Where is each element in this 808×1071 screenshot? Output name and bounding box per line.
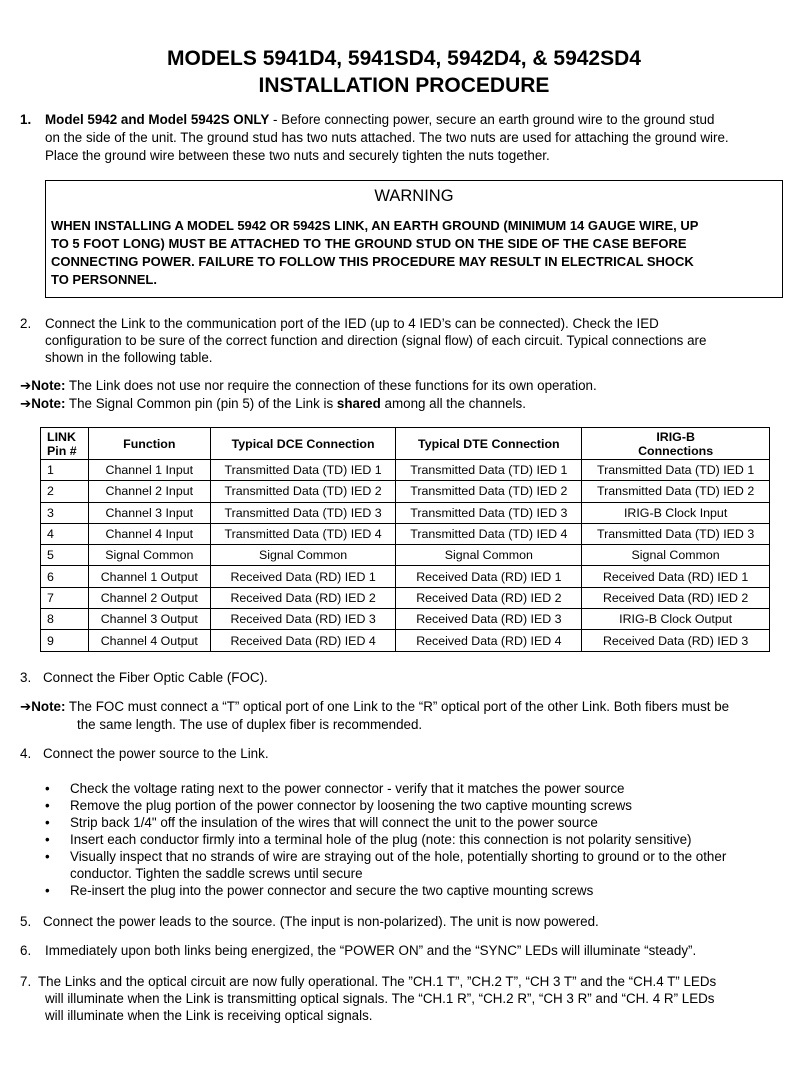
step5-text: Connect the power leads to the source. (The input is non-polarized). The unit is now powered. <box>43 914 599 929</box>
header-irig-line2: Connections <box>638 443 714 458</box>
table-cell: 7 <box>41 587 89 608</box>
step7-number: 7. <box>20 974 32 989</box>
table-cell: Channel 4 Input <box>88 523 210 544</box>
pin-connection-table <box>40 427 770 652</box>
list-item-text: Check the voltage rating next to the power connector - verify that it matches the power source <box>70 781 625 796</box>
arrow-right-icon: ➔ <box>20 699 32 714</box>
step3-note-b: the same length. The use of duplex fiber is recommended. <box>77 717 423 732</box>
table-cell: Transmitted Data (TD) IED 1 <box>582 460 770 481</box>
list-item <box>45 780 785 797</box>
list-item <box>45 814 785 831</box>
list-item-text: Remove the plug portion of the power connector by loosening the two captive mounting screws <box>70 798 632 813</box>
table-cell: Transmitted Data (TD) IED 1 <box>210 460 396 481</box>
arrow-right-icon: ➔ <box>20 378 32 393</box>
step5-number: 5. <box>20 914 32 929</box>
table-cell: Transmitted Data (TD) IED 3 <box>582 523 770 544</box>
table-cell: Channel 1 Input <box>88 460 210 481</box>
step1-line3: Place the ground wire between these two nuts and securely tighten the nuts together. <box>45 148 550 163</box>
table-cell: Received Data (RD) IED 2 <box>396 587 582 608</box>
table-cell: Transmitted Data (TD) IED 3 <box>396 502 582 523</box>
table-cell: Received Data (RD) IED 1 <box>582 566 770 587</box>
table-cell: Signal Common <box>210 545 396 566</box>
bullet-icon: • <box>45 798 50 813</box>
table-cell: Received Data (RD) IED 1 <box>396 566 582 587</box>
table-row <box>41 481 770 502</box>
step7-line1: The Links and the optical circuit are now fully operational. The ”CH.1 T”, ”CH.2 T”, “CH 3 T” and the “CH.4 T” LEDs <box>38 974 717 989</box>
list-item <box>45 848 785 882</box>
table-cell: Transmitted Data (TD) IED 2 <box>582 481 770 502</box>
table-cell: Received Data (RD) IED 4 <box>396 630 582 651</box>
table-cell: Channel 3 Input <box>88 502 210 523</box>
step3-note-a: The FOC must connect a “T” optical port of one Link to the “R” optical port of the other Link. Both fibers must be <box>65 699 730 714</box>
header-dte: Typical DTE Connection <box>396 428 582 460</box>
table-row <box>41 566 770 587</box>
table-cell: 4 <box>41 523 89 544</box>
step2-line3: shown in the following table. <box>45 350 213 365</box>
table-cell: Transmitted Data (TD) IED 4 <box>396 523 582 544</box>
table-cell: 2 <box>41 481 89 502</box>
table-cell: Received Data (RD) IED 4 <box>210 630 396 651</box>
table-cell: IRIG-B Clock Output <box>582 609 770 630</box>
page-title-line1: MODELS 5941D4, 5941SD4, 5942D4, & 5942SD4 <box>167 47 641 70</box>
table-cell: Received Data (RD) IED 2 <box>210 587 396 608</box>
table-cell: Transmitted Data (TD) IED 2 <box>210 481 396 502</box>
table-row <box>41 460 770 481</box>
bullet-icon: • <box>45 883 50 898</box>
list-item <box>45 831 785 848</box>
warning-line2: TO 5 FOOT LONG) MUST BE ATTACHED TO THE GROUND STUD ON THE SIDE OF THE CASE BEFORE <box>51 236 687 251</box>
table-cell: Transmitted Data (TD) IED 1 <box>396 460 582 481</box>
warning-line4: TO PERSONNEL. <box>51 272 157 287</box>
power-steps-list <box>45 780 785 899</box>
table-cell: Transmitted Data (TD) IED 3 <box>210 502 396 523</box>
step2-number: 2. <box>20 316 32 331</box>
table-cell: Signal Common <box>582 545 770 566</box>
step2-line1: Connect the Link to the communication port of the IED (up to 4 IED’s can be connected). Check the IED <box>45 316 659 331</box>
table-row <box>41 609 770 630</box>
table-cell: 3 <box>41 502 89 523</box>
table-cell: Channel 4 Output <box>88 630 210 651</box>
table-cell: Channel 1 Output <box>88 566 210 587</box>
step3-text: Connect the Fiber Optic Cable (FOC). <box>43 670 268 685</box>
table-row <box>41 630 770 651</box>
header-irig-line1: IRIG-B <box>656 429 695 444</box>
warning-line1: WHEN INSTALLING A MODEL 5942 OR 5942S LINK, AN EARTH GROUND (MINIMUM 14 GAUGE WIRE, UP <box>51 218 699 233</box>
table-cell: Channel 2 Output <box>88 587 210 608</box>
list-item-text: Strip back 1/4" off the insulation of the wires that will connect the unit to the power source <box>70 815 598 830</box>
table-cell: Channel 3 Output <box>88 609 210 630</box>
note2-text-a: The Signal Common pin (pin 5) of the Link is <box>65 396 337 411</box>
bullet-icon: • <box>45 781 50 796</box>
table-cell: 8 <box>41 609 89 630</box>
table-cell: Channel 2 Input <box>88 481 210 502</box>
table-row <box>41 502 770 523</box>
note-label: Note: <box>31 378 66 393</box>
table-cell: Received Data (RD) IED 3 <box>210 609 396 630</box>
table-row <box>41 523 770 544</box>
header-irig <box>582 428 770 460</box>
warning-line3: CONNECTING POWER. FAILURE TO FOLLOW THIS PROCEDURE MAY RESULT IN ELECTRICAL SHOCK <box>51 254 694 269</box>
bullet-icon: • <box>45 849 50 864</box>
table-cell: Received Data (RD) IED 1 <box>210 566 396 587</box>
arrow-right-icon: ➔ <box>20 396 32 411</box>
step6-number: 6. <box>20 943 32 958</box>
warning-text <box>51 217 779 289</box>
step4-text: Connect the power source to the Link. <box>43 746 269 761</box>
note1-text: The Link does not use nor require the connection of these functions for its own operation. <box>65 378 597 393</box>
warning-box <box>45 180 783 298</box>
step1-number: 1. <box>20 112 32 127</box>
table-cell: IRIG-B Clock Input <box>582 502 770 523</box>
bullet-icon: • <box>45 815 50 830</box>
table-cell: Received Data (RD) IED 2 <box>582 587 770 608</box>
note2-text-b: among all the channels. <box>380 396 526 411</box>
note-1 <box>20 377 790 395</box>
list-item-text: Insert each conductor firmly into a terminal hole of the plug (note: this connection is not polarity sensitive) <box>70 832 692 847</box>
list-item-text: Visually inspect that no strands of wire are straying out of the hole, potentially shorting to ground or to the other <box>70 849 727 864</box>
list-item-text-cont: conductor. Tighten the saddle screws until secure <box>70 866 363 881</box>
list-item-text: Re-insert the plug into the power connector and secure the two captive mounting screws <box>70 883 594 898</box>
bullet-icon: • <box>45 832 50 847</box>
note2-bold: shared <box>336 396 381 411</box>
step3-note <box>20 698 795 716</box>
note-2 <box>20 395 790 413</box>
list-item <box>45 882 785 899</box>
table-cell: Transmitted Data (TD) IED 4 <box>210 523 396 544</box>
header-dce: Typical DCE Connection <box>210 428 396 460</box>
step1-text-a: - Before connecting power, secure an earth ground wire to the ground stud <box>269 112 715 127</box>
header-pin-line2: Pin # <box>47 443 77 458</box>
header-function: Function <box>88 428 210 460</box>
table-cell: 6 <box>41 566 89 587</box>
table-row <box>41 545 770 566</box>
table-cell: 5 <box>41 545 89 566</box>
table-cell: Signal Common <box>396 545 582 566</box>
page-title-line2: INSTALLATION PROCEDURE <box>258 74 550 97</box>
step1-bold: Model 5942 and Model 5942S ONLY <box>45 112 270 127</box>
table-cell: Received Data (RD) IED 3 <box>396 609 582 630</box>
step4-number: 4. <box>20 746 32 761</box>
table-cell: Received Data (RD) IED 3 <box>582 630 770 651</box>
step2-line2: configuration to be sure of the correct function and direction (signal flow) of each circuit. Typical connections are <box>45 333 707 348</box>
list-item <box>45 797 785 814</box>
step3-number: 3. <box>20 670 32 685</box>
note-label: Note: <box>31 699 66 714</box>
table-cell: Transmitted Data (TD) IED 2 <box>396 481 582 502</box>
header-pin-line1: LINK <box>47 429 76 444</box>
note-label: Note: <box>31 396 66 411</box>
table-cell: Signal Common <box>88 545 210 566</box>
table-cell: 1 <box>41 460 89 481</box>
step7-line3: will illuminate when the Link is receiving optical signals. <box>45 1008 373 1023</box>
step7-line2: will illuminate when the Link is transmitting optical signals. The “CH.1 R”, “CH.2 R”, “CH 3 R” and “CH. 4 R” LEDs <box>45 991 715 1006</box>
step1-line1 <box>45 111 795 129</box>
table-cell: 9 <box>41 630 89 651</box>
step1-line2: on the side of the unit. The ground stud has two nuts attached. The two nuts are used for attaching the ground wire. <box>45 130 729 145</box>
table-row <box>41 587 770 608</box>
header-pin <box>41 428 89 460</box>
warning-title: WARNING <box>374 187 454 205</box>
table-header-row <box>41 428 770 460</box>
step6-text: Immediately upon both links being energized, the “POWER ON” and the “SYNC” LEDs will illuminate “steady”. <box>45 943 697 958</box>
